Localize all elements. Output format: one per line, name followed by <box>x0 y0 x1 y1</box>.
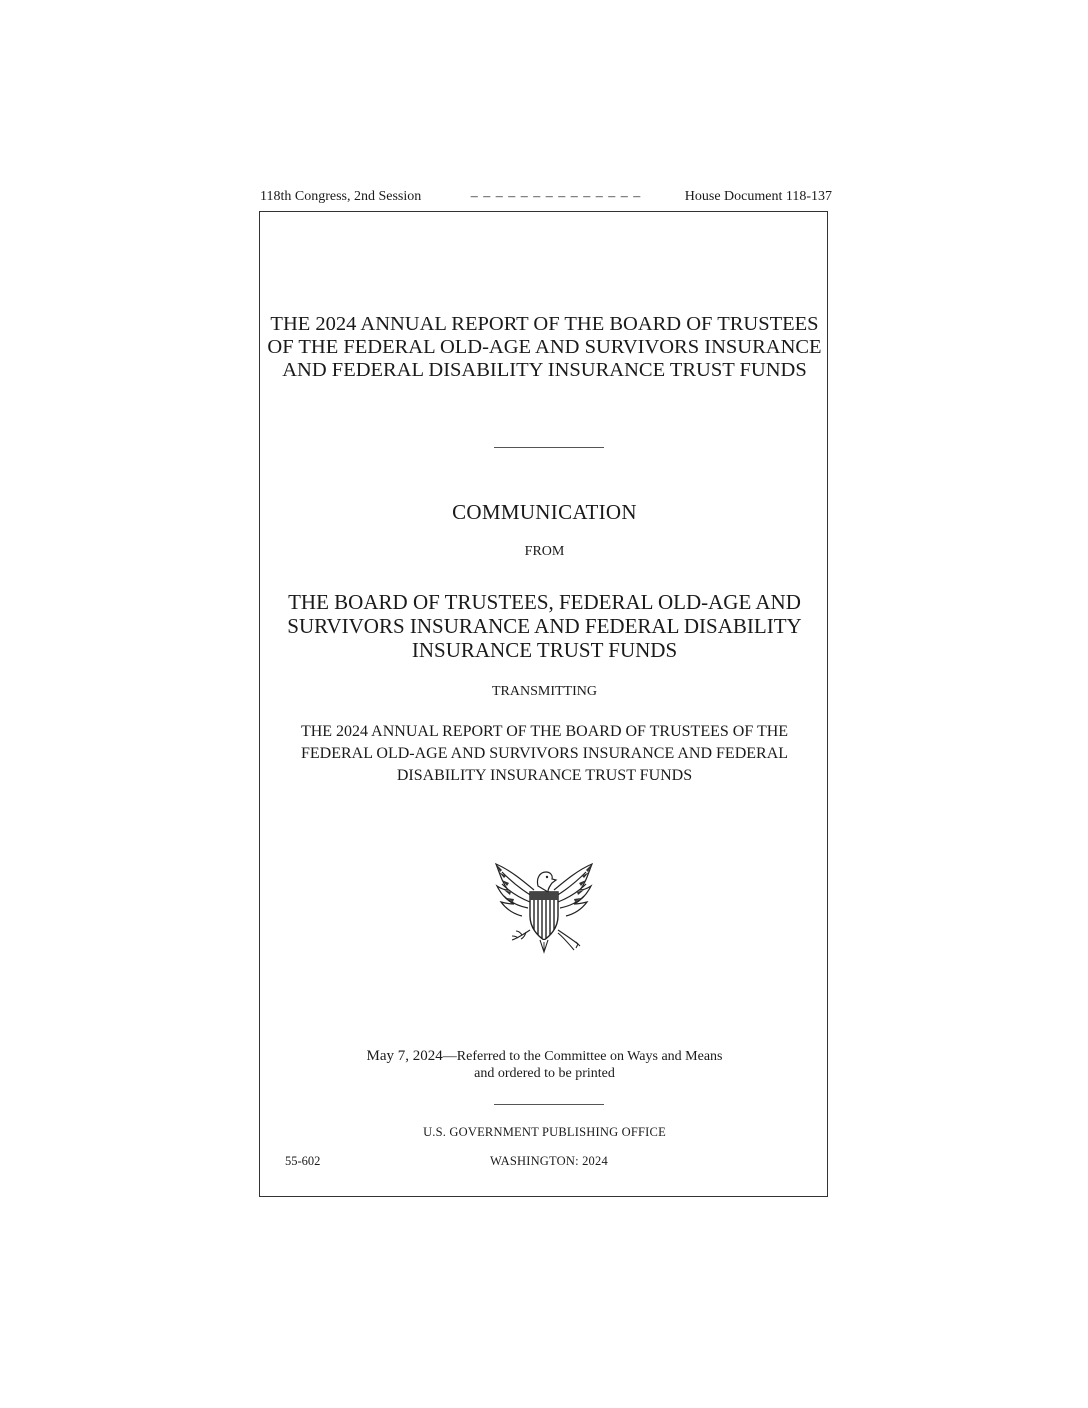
publisher-name: U.S. GOVERNMENT PUBLISHING OFFICE <box>423 1125 666 1139</box>
report-title: THE 2024 ANNUAL REPORT OF THE BOARD OF TRUSTEES OF THE FEDERAL OLD-AGE AND SURVIVORS INSURANCE AND FEDERAL DISABILITY INSURANCE TRUST FUNDS <box>267 313 822 381</box>
transmitting-label: TRANSMITTING <box>492 684 597 699</box>
running-header <box>260 187 832 207</box>
imprint-divider <box>494 1104 604 1105</box>
cover-frame <box>259 211 828 1197</box>
title-divider <box>494 447 604 448</box>
referral-line-2: and ordered to be printed <box>474 1066 615 1081</box>
report-subject: THE 2024 ANNUAL REPORT OF THE BOARD OF TRUSTEES OF THE FEDERAL OLD-AGE AND SURVIVORS INSURANCE AND FEDERAL DISABILITY INSURANCE TRUST FUNDS <box>300 723 789 784</box>
referral-line-1: —Referred to the Committee on Ways and Means <box>442 1049 723 1064</box>
congress-session: 118th Congress, 2nd Session <box>260 189 422 204</box>
board-of-trustees: THE BOARD OF TRUSTEES, FEDERAL OLD-AGE AND SURVIVORS INSURANCE AND FEDERAL DISABILITY INSURANCE TRUST FUNDS <box>287 590 802 662</box>
jacket-number: 55-602 <box>285 1154 321 1168</box>
place-and-year: WASHINGTON: 2024 <box>490 1154 608 1168</box>
eagle-seal-icon <box>492 860 596 960</box>
referral-note <box>260 1048 829 1082</box>
header-dash-leader: – – – – – – – – – – – – – – <box>470 189 642 204</box>
communication-heading: COMMUNICATION <box>452 500 637 524</box>
document-number: House Document 118-137 <box>684 189 832 204</box>
from-label: FROM <box>524 544 565 559</box>
referral-date: May 7, 2024 <box>366 1048 443 1064</box>
